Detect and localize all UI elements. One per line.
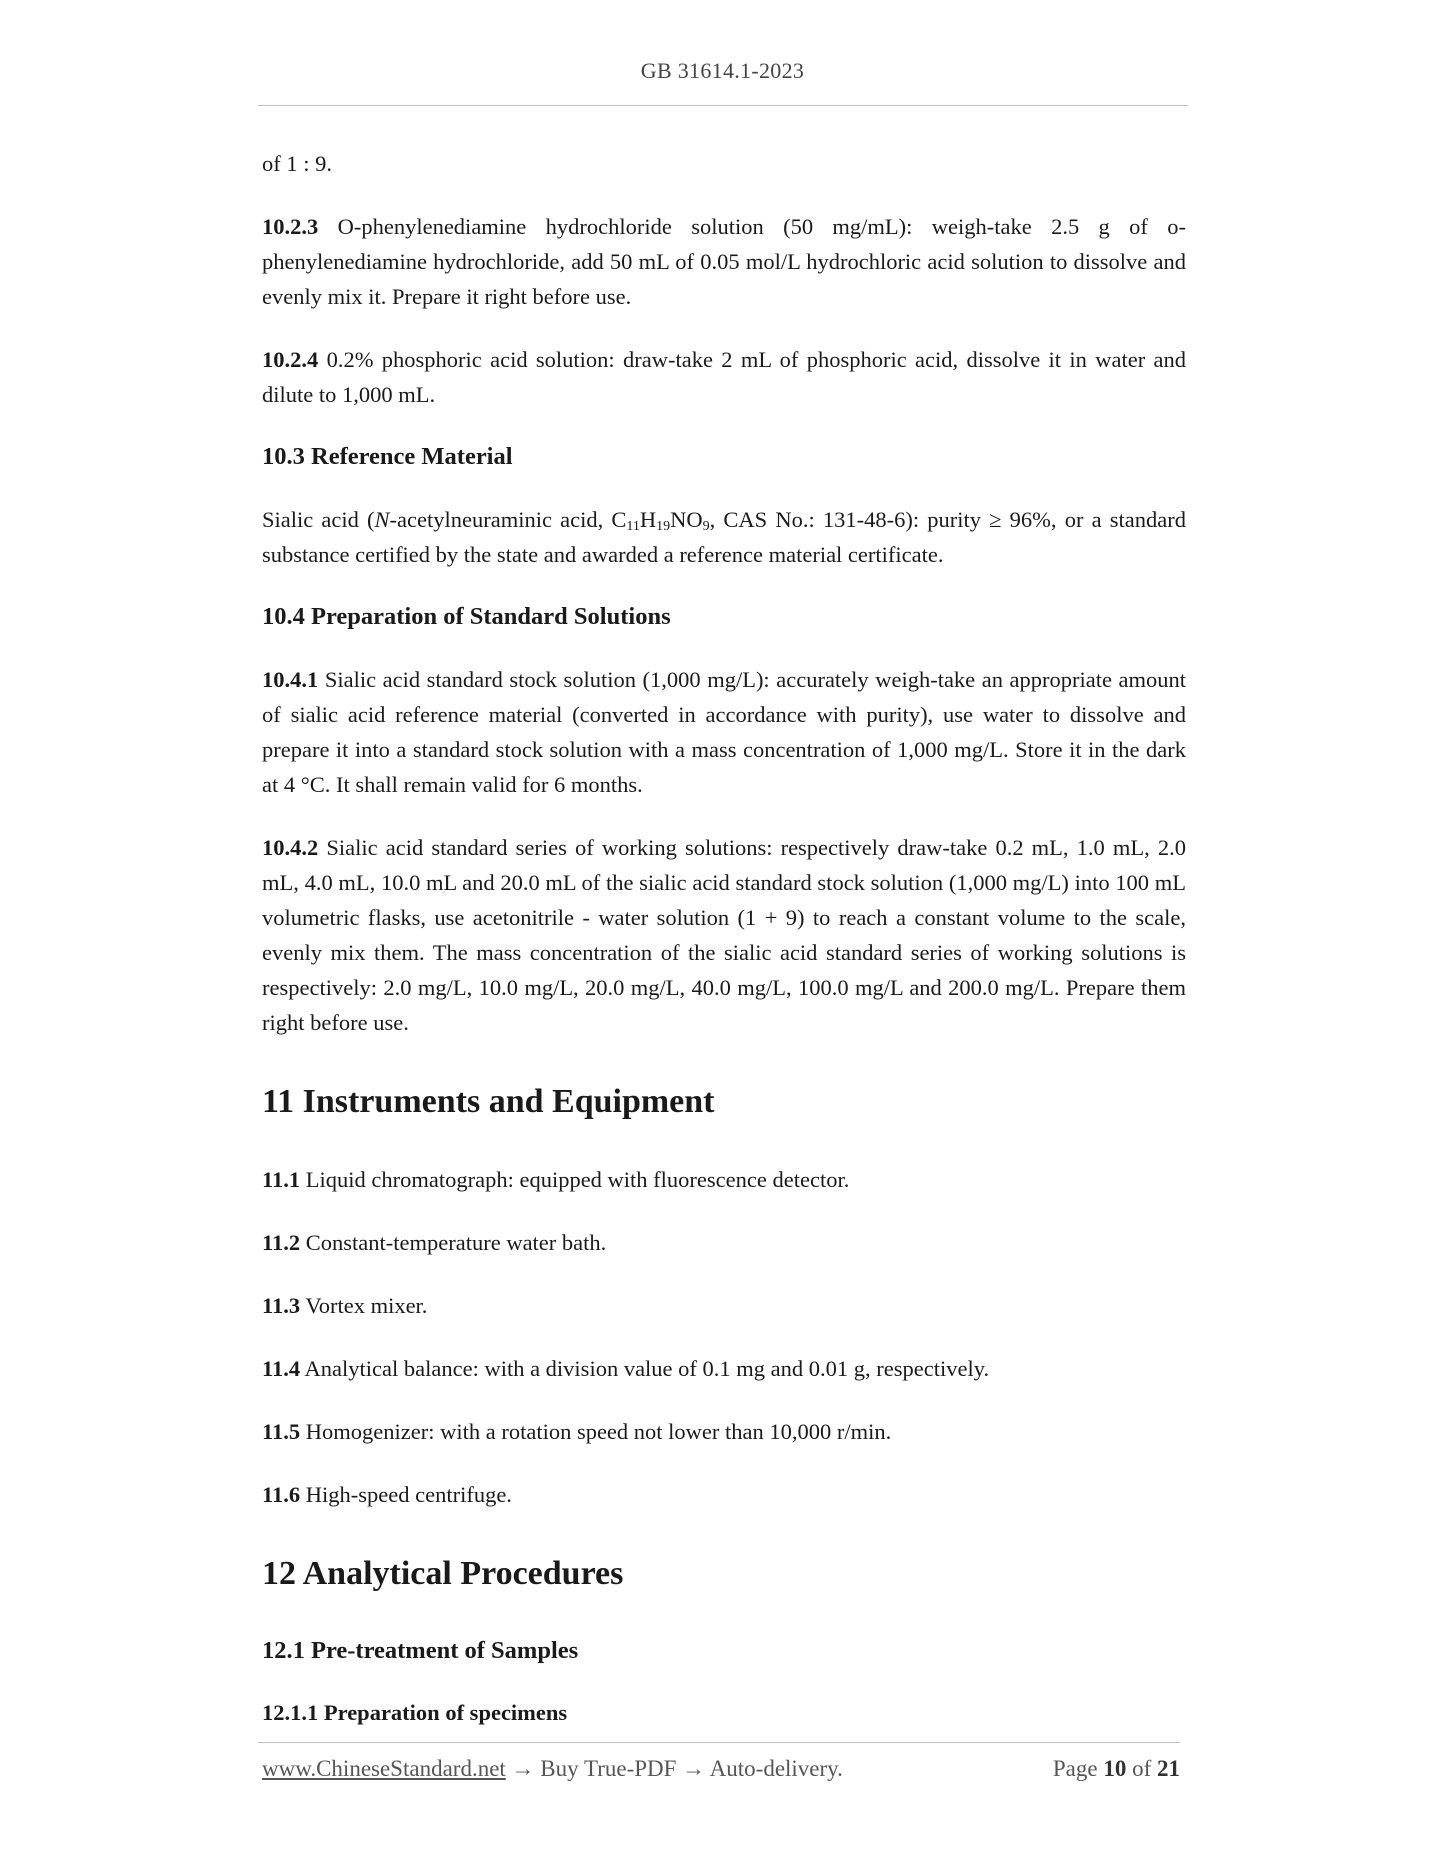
- footer-promo: [262, 1756, 843, 1782]
- clause-number: 11.6: [262, 1482, 301, 1507]
- footer-divider: [258, 1742, 1180, 1743]
- clause-10-2-4: [262, 342, 1186, 412]
- total-pages: 21: [1157, 1756, 1180, 1781]
- current-page: 10: [1103, 1756, 1127, 1781]
- clause-text: Vortex mixer.: [305, 1293, 428, 1318]
- chapter-heading-11: 11 Instruments and Equipment: [262, 1083, 715, 1120]
- section-heading-10-3: 10.3 Reference Material: [262, 443, 513, 470]
- clause-number: 11.2: [262, 1230, 301, 1255]
- footer-promo-text: → Buy True-PDF → Auto-delivery.: [505, 1756, 843, 1781]
- clause-text: Liquid chromatograph: equipped with fluorescence detector.: [305, 1167, 850, 1192]
- section-heading-12-1: 12.1 Pre-treatment of Samples: [262, 1637, 579, 1664]
- clause-number: 10.4.2: [262, 835, 319, 860]
- section-heading-10-4: 10.4 Preparation of Standard Solutions: [262, 603, 671, 630]
- clause-text: Constant-temperature water bath.: [305, 1230, 607, 1255]
- page-indicator: Page 10 of 21: [1052, 1756, 1180, 1781]
- chapter-heading-12: 12 Analytical Procedures: [262, 1555, 624, 1592]
- clause-11-2: [262, 1225, 1186, 1260]
- clause-text: Analytical balance: with a division value of 0.1 mg and 0.01 g, respectively.: [304, 1356, 990, 1381]
- clause-11-4: [262, 1351, 1186, 1386]
- subsection-heading-12-1-1: 12.1.1 Preparation of specimens: [262, 1700, 568, 1725]
- site-link[interactable]: www.ChineseStandard.net: [262, 1756, 506, 1781]
- clause-number: 10.4.1: [262, 667, 319, 692]
- clause-text: High-speed centrifuge.: [305, 1482, 512, 1507]
- paragraph-continuation: of 1 : 9.: [262, 151, 332, 176]
- clause-number: 11.4: [262, 1356, 301, 1381]
- header-divider: [258, 105, 1188, 106]
- clause-10-4-2: [262, 830, 1186, 1040]
- clause-text: O-phenylenediamine hydrochloride solution (50 mg/mL): weigh-take 2.5 g of o-phenylenediamine hydrochloride, add 50 mL of 0.05 mol/L hydrochloric acid solution to dissolve and evenly mix it. Prepare it right before use.: [262, 214, 1186, 309]
- clause-11-6: [262, 1477, 1186, 1512]
- clause-text: 0.2% phosphoric acid solution: draw-take 2 mL of phosphoric acid, dissolve it in water and dilute to 1,000 mL.: [262, 347, 1187, 407]
- clause-10-3-text: Sialic acid (N-acetylneuraminic acid, $C_{11}H_{19}NO_9$, CAS No.: 131-48-6): purity ≥ 96%, or a standard substance certified by the state and awarded a reference material certificate.: [262, 507, 1186, 567]
- clause-number: 10.2.4: [262, 347, 319, 372]
- clause-number: 10.2.3: [262, 214, 319, 239]
- clause-number: 11.5: [262, 1419, 301, 1444]
- clause-text: Homogenizer: with a rotation speed not lower than 10,000 r/min.: [305, 1419, 892, 1444]
- clause-11-1: [262, 1162, 1186, 1197]
- clause-11-5: [262, 1414, 1186, 1449]
- clause-text: Sialic acid standard stock solution (1,000 mg/L): accurately weigh-take an appropriate amount of sialic acid reference material (converted in accordance with purity), use water to dissolve and prepare it into a standard stock solution with a mass concentration of 1,000 mg/L. Store it in the dark at 4 °C. It shall remain valid for 6 months.: [262, 667, 1187, 797]
- clause-number: 11.1: [262, 1167, 301, 1192]
- clause-11-3: [262, 1288, 1186, 1323]
- clause-text: Sialic acid standard series of working solutions: respectively draw-take 0.2 mL, 1.0 mL, 2.0 mL, 4.0 mL, 10.0 mL and 20.0 mL of the sialic acid standard stock solution (1,000 mg/L) into 100 mL volumetric flasks, use acetonitrile - water solution (1 + 9) to reach a constant volume to the scale, evenly mix them. The mass concentration of the sialic acid standard series of working solutions is respectively: 2.0 mg/L, 10.0 mg/L, 20.0 mg/L, 40.0 mg/L, 100.0 mg/L and 200.0 mg/L. Prepare them right before use.: [262, 835, 1187, 1035]
- clause-10-2-3: [262, 209, 1186, 314]
- clause-number: 11.3: [262, 1293, 301, 1318]
- page-body: [262, 146, 1186, 1730]
- clause-10-4-1: [262, 662, 1186, 802]
- running-header: GB 31614.1-2023: [640, 58, 805, 83]
